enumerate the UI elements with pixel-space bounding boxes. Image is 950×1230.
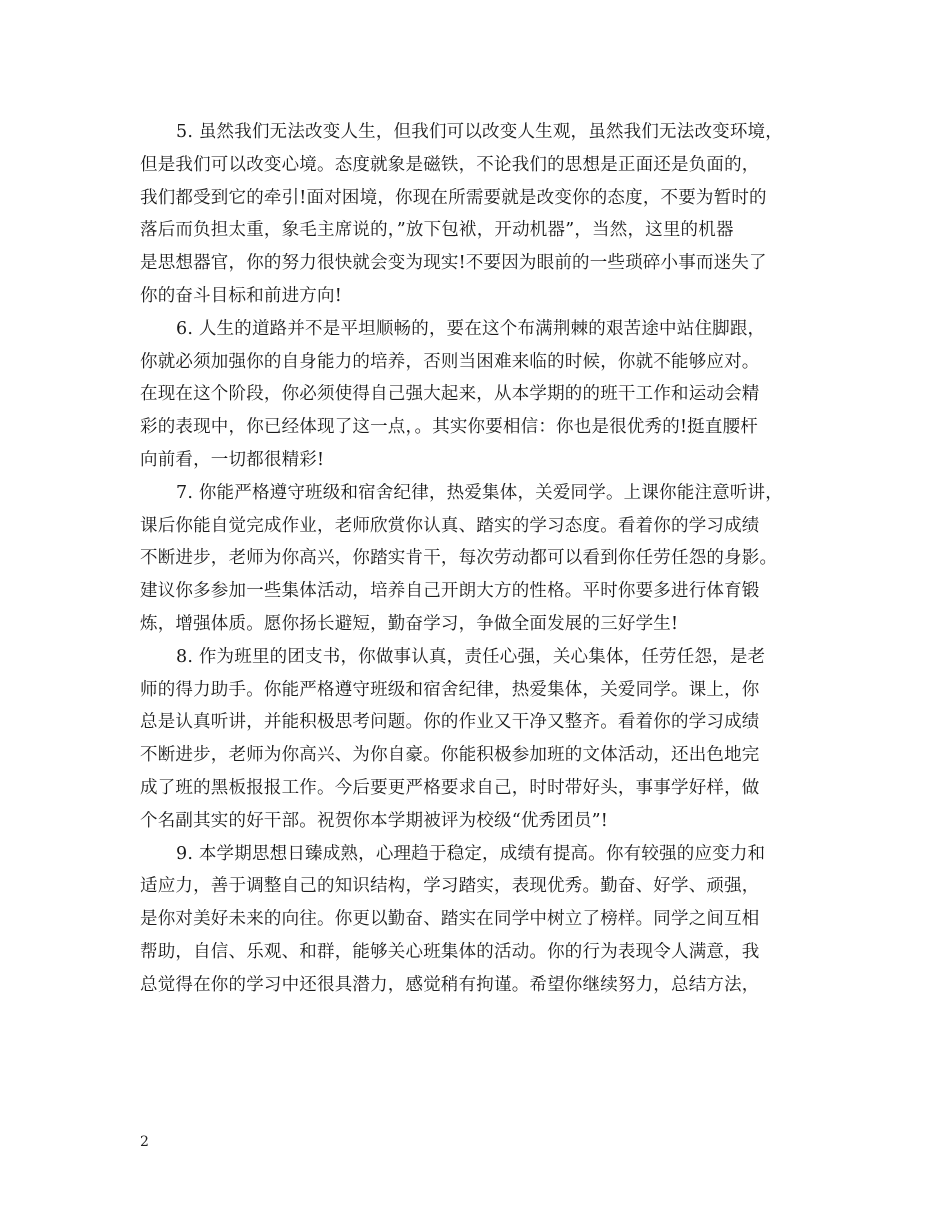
text-line: 我们都受到它的牵引!面对困境，你现在所需要就是改变你的态度，不要为暂时的 [140, 187, 767, 208]
text-line: 5. 虽然我们无法改变人生，但我们可以改变人生观，虽然我们无法改变环境， [176, 122, 783, 142]
text-line: 6. 人生的道路并不是平坦顺畅的，要在这个布满荆棘的艰苦途中站住脚跟， [176, 318, 766, 339]
document-body [140, 116, 810, 1002]
text-line: 炼，增强体质。愿你扬长避短，勤奋学习，争做全面发展的三好学生! [140, 613, 679, 634]
text-line: 帮助，自信、乐观、和群，能够关心班集体的活动。你的行为表现令人满意，我 [140, 941, 760, 962]
text-line: 成了班的黑板报报工作。今后要更严格要求自己，时时带好头，事事学好样，做 [140, 777, 760, 798]
text-line: 在现在这个阶段，你必须使得自己强大起来，从本学期的的班干工作和运动会精 [140, 384, 760, 405]
paragraph-7 [140, 477, 810, 641]
text-line: 总觉得在你的学习中还很具潜力，感觉稍有拘谨。希望你继续努力，总结方法， [140, 974, 760, 995]
text-line: 个名副其实的好干部。祝贺你本学期被评为校级“优秀团员”! [140, 810, 609, 831]
paragraph-8 [140, 641, 810, 838]
text-line: 总是认真听讲，并能积极思考问题。你的作业又干净又整齐。看着你的学习成绩 [140, 712, 760, 733]
text-line: 是思想器官，你的努力很快就会变为现实!不要因为眼前的一些琐碎小事而迷失了 [140, 253, 767, 274]
text-line: 师的得力助手。你能严格遵守班级和宿舍纪律，热爱集体，关爱同学。课上，你 [140, 679, 760, 700]
paragraph-5 [140, 116, 810, 313]
paragraph-6 [140, 313, 810, 477]
text-line: 是你对美好未来的向往。你更以勤奋、踏实在同学中树立了榜样。同学之间互相 [140, 909, 760, 930]
text-line: 课后你能自觉完成作业，老师欣赏你认真、踏实的学习态度。看着你的学习成绩 [140, 515, 760, 536]
text-line: 建议你多参加一些集体活动，培养自己开朗大方的性格。平时你要多进行体育锻 [140, 581, 760, 602]
text-line: 7. 你能严格遵守班级和宿舍纪律，热爱集体，关爱同学。上课你能注意听讲， [176, 482, 783, 503]
text-line: 9. 本学期思想日臻成熟，心理趋于稳定，成绩有提高。你有较强的应变力和 [176, 843, 766, 864]
text-line: 你的奋斗目标和前进方向! [140, 285, 342, 306]
text-line: 不断进步，老师为你高兴，你踏实肯干，每次劳动都可以看到你任劳任怨的身影。 [140, 548, 778, 569]
text-line: 不断进步，老师为你高兴、为你自豪。你能积极参加班的文体活动，还出色地完 [140, 745, 760, 766]
text-line: 8. 作为班里的团支书，你做事认真，责任心强，关心集体，任劳任怨，是老 [176, 646, 766, 667]
text-line: 但是我们可以改变心境。态度就象是磁铁，不论我们的思想是正面还是负面的， [140, 154, 760, 175]
text-line: 落后而负担太重，象毛主席说的，”放下包袱，开动机器”，当然，这里的机器 [140, 220, 734, 241]
text-line: 向前看，一切都很精彩! [140, 449, 325, 470]
text-line: 你就必须加强你的自身能力的培养，否则当困难来临的时候，你就不能够应对。 [140, 351, 760, 372]
paragraph-9 [140, 838, 810, 1002]
text-line: 彩的表现中，你已经体现了这一点，。其实你要相信：你也是很优秀的!挺直腰杆 [140, 417, 758, 438]
text-line: 适应力，善于调整自己的知识结构，学习踏实，表现优秀。勤奋、好学、顽强， [140, 876, 760, 897]
page-number: 2 [140, 1134, 149, 1150]
